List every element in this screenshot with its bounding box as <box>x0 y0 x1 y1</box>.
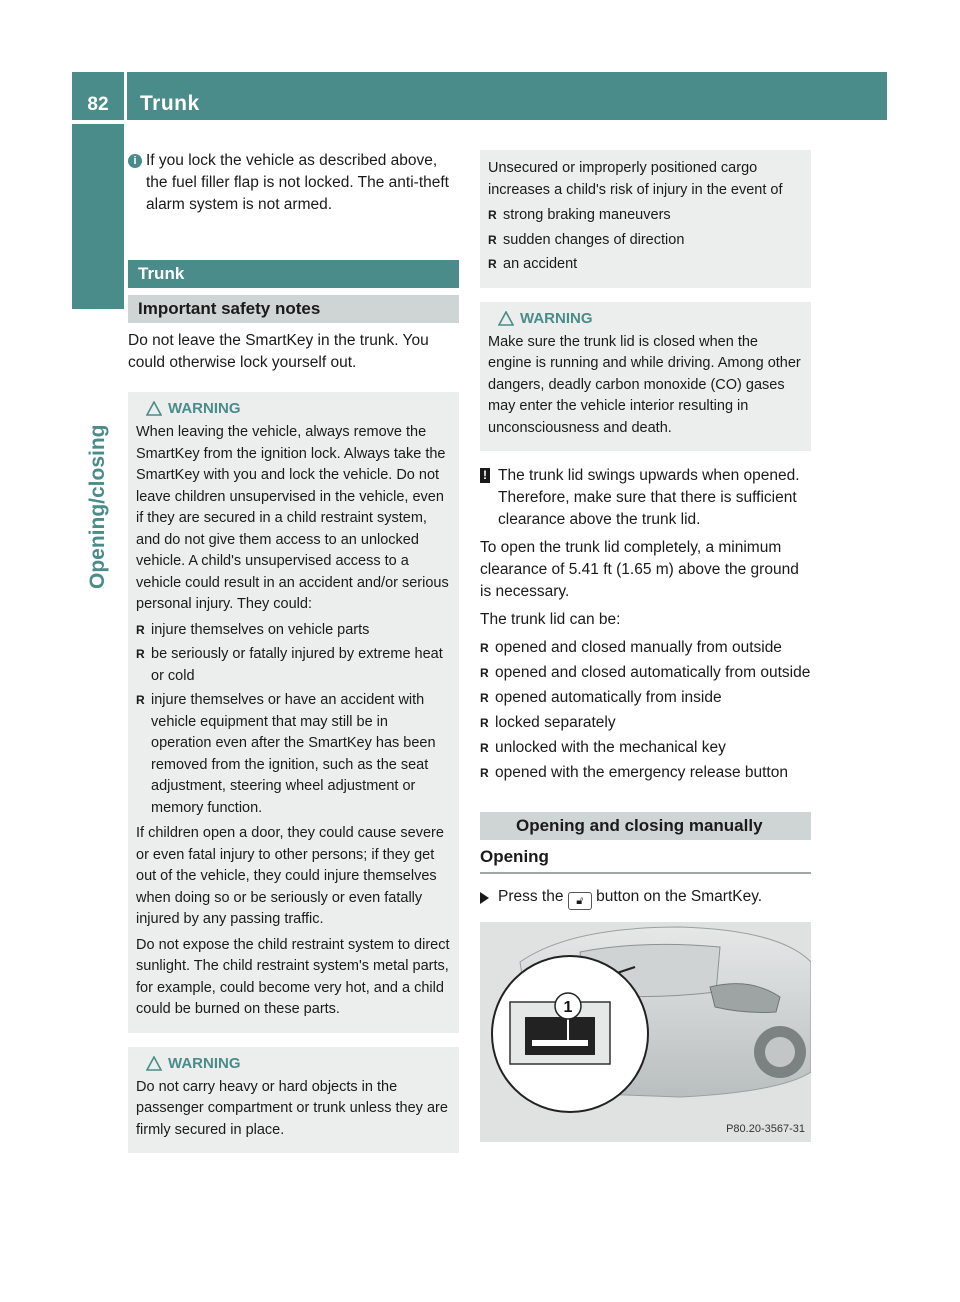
right-column <box>480 150 811 1142</box>
section-title-trunk: Trunk <box>128 260 459 288</box>
info-note-text: If you lock the vehicle as described above, the fuel filler flap is not locked. The anti-theft alarm system is not armed. <box>146 152 449 213</box>
callout-number: 1 <box>563 999 573 1016</box>
warning-label: WARNING <box>168 400 241 417</box>
warning-triangle-icon <box>146 1056 162 1071</box>
warning-heading <box>488 308 803 330</box>
warning-heading <box>136 1053 451 1075</box>
warning-text: Do not expose the child restraint system to direct sunlight. The child restraint system's metal parts, for example, could become very hot, and a child could be burned on these parts. <box>136 936 450 1017</box>
list-item: R unlocked with the mechanical key <box>480 737 811 759</box>
intro-paragraph: Do not leave the SmartKey in the trunk. You could otherwise lock yourself out. <box>128 332 429 371</box>
warning-text: Do not carry heavy or hard objects in the passenger compartment or trunk unless they are firmly secured in place. <box>136 1078 448 1138</box>
list-item: R opened and closed manually from outside <box>480 637 811 659</box>
info-icon: i <box>128 154 142 168</box>
info-note <box>128 150 459 216</box>
list-item: R opened and closed automatically from outside <box>480 662 811 684</box>
warning-triangle-icon <box>498 311 514 326</box>
left-column <box>128 150 459 1153</box>
instruction-step <box>480 886 811 910</box>
caution-note-text: The trunk lid swings upwards when opened. Therefore, make sure that there is sufficient clearance above the trunk lid. <box>498 467 800 528</box>
list-item: R strong braking maneuvers <box>488 205 803 227</box>
list-item: R injure themselves on vehicle parts <box>136 620 451 642</box>
caution-note <box>480 465 811 531</box>
list-item: R opened with the emergency release button <box>480 762 811 784</box>
list-item: R locked separately <box>480 712 811 734</box>
car-rear-drawing <box>480 922 811 1142</box>
warning-label: WARNING <box>520 309 593 327</box>
step-arrow-icon <box>480 892 489 904</box>
warning-list <box>136 620 451 820</box>
exclamation-icon: ! <box>480 468 490 483</box>
warning-text: If children open a door, they could cause severe or even fatal injury to other persons; if they get out of the vehicle, they could injure themselves when doing so or be seriously or even fatally injured by any passing traffic. <box>136 825 444 927</box>
step-suffix: button on the SmartKey. <box>596 888 763 905</box>
page-title: Trunk <box>140 92 200 115</box>
warning-box-co <box>480 302 811 452</box>
warning-triangle-icon <box>146 401 162 416</box>
warning-text: Make sure the trunk lid is closed when the engine is running and while driving. Among other dangers, deadly carbon monoxide (CO) gases may enter the vehicle interior resulting in unconsciousness and death. <box>488 333 801 436</box>
opening-heading: Opening <box>480 846 811 874</box>
side-tab <box>72 314 124 914</box>
page-number: 82 <box>87 94 109 115</box>
header-divider <box>124 72 127 120</box>
list-item: R an accident <box>488 254 803 276</box>
warning-box-cargo <box>128 1047 459 1154</box>
unlock-icon: 🔓︎ <box>568 892 592 910</box>
clearance-paragraph: To open the trunk lid completely, a minimum clearance of 5.41 ft (1.65 m) above the ground is necessary. <box>480 539 799 600</box>
list-item: R be seriously or fatally injured by extreme heat or cold <box>136 644 451 687</box>
cargo-risk-list <box>488 205 803 276</box>
list-item: R opened automatically from inside <box>480 687 811 709</box>
warning-label: WARNING <box>168 1054 241 1072</box>
list-item: R sudden changes of direction <box>488 230 803 252</box>
warning-heading <box>136 398 451 420</box>
trunk-options-list <box>480 637 811 784</box>
subsection-title-safety: Important safety notes <box>128 295 459 323</box>
side-tab-block <box>72 124 124 309</box>
cargo-risk-box <box>480 150 811 288</box>
can-be-intro: The trunk lid can be: <box>480 611 621 628</box>
cargo-risk-text: Unsecured or improperly positioned cargo increases a child's risk of injury in the event of <box>488 160 783 198</box>
side-tab-label: Opening/closing <box>86 424 109 589</box>
warning-text: When leaving the vehicle, always remove the SmartKey from the ignition lock. Always take the SmartKey with you and lock the vehicle. Do not leave children unsupervised in the vehicle, even if they are secured in a child restraint system, and do not give them access to an unlocked vehicle. A child's unsupervised access to a vehicle could result in an accident and/or serious personal injury. They could: <box>136 424 449 612</box>
step-prefix: Press the <box>498 888 564 905</box>
warning-box-children <box>128 392 459 1033</box>
list-item: R injure themselves or have an accident with vehicle equipment that may still be in operation even after the SmartKey has been removed from the ignition, such as the seat adjustment, steering wheel adjustment or memory function. <box>136 690 451 819</box>
section-title-manual: Opening and closing manually <box>480 812 811 840</box>
trunk-illustration <box>480 922 811 1142</box>
figure-code: P80.20-3567-31 <box>726 1123 805 1135</box>
